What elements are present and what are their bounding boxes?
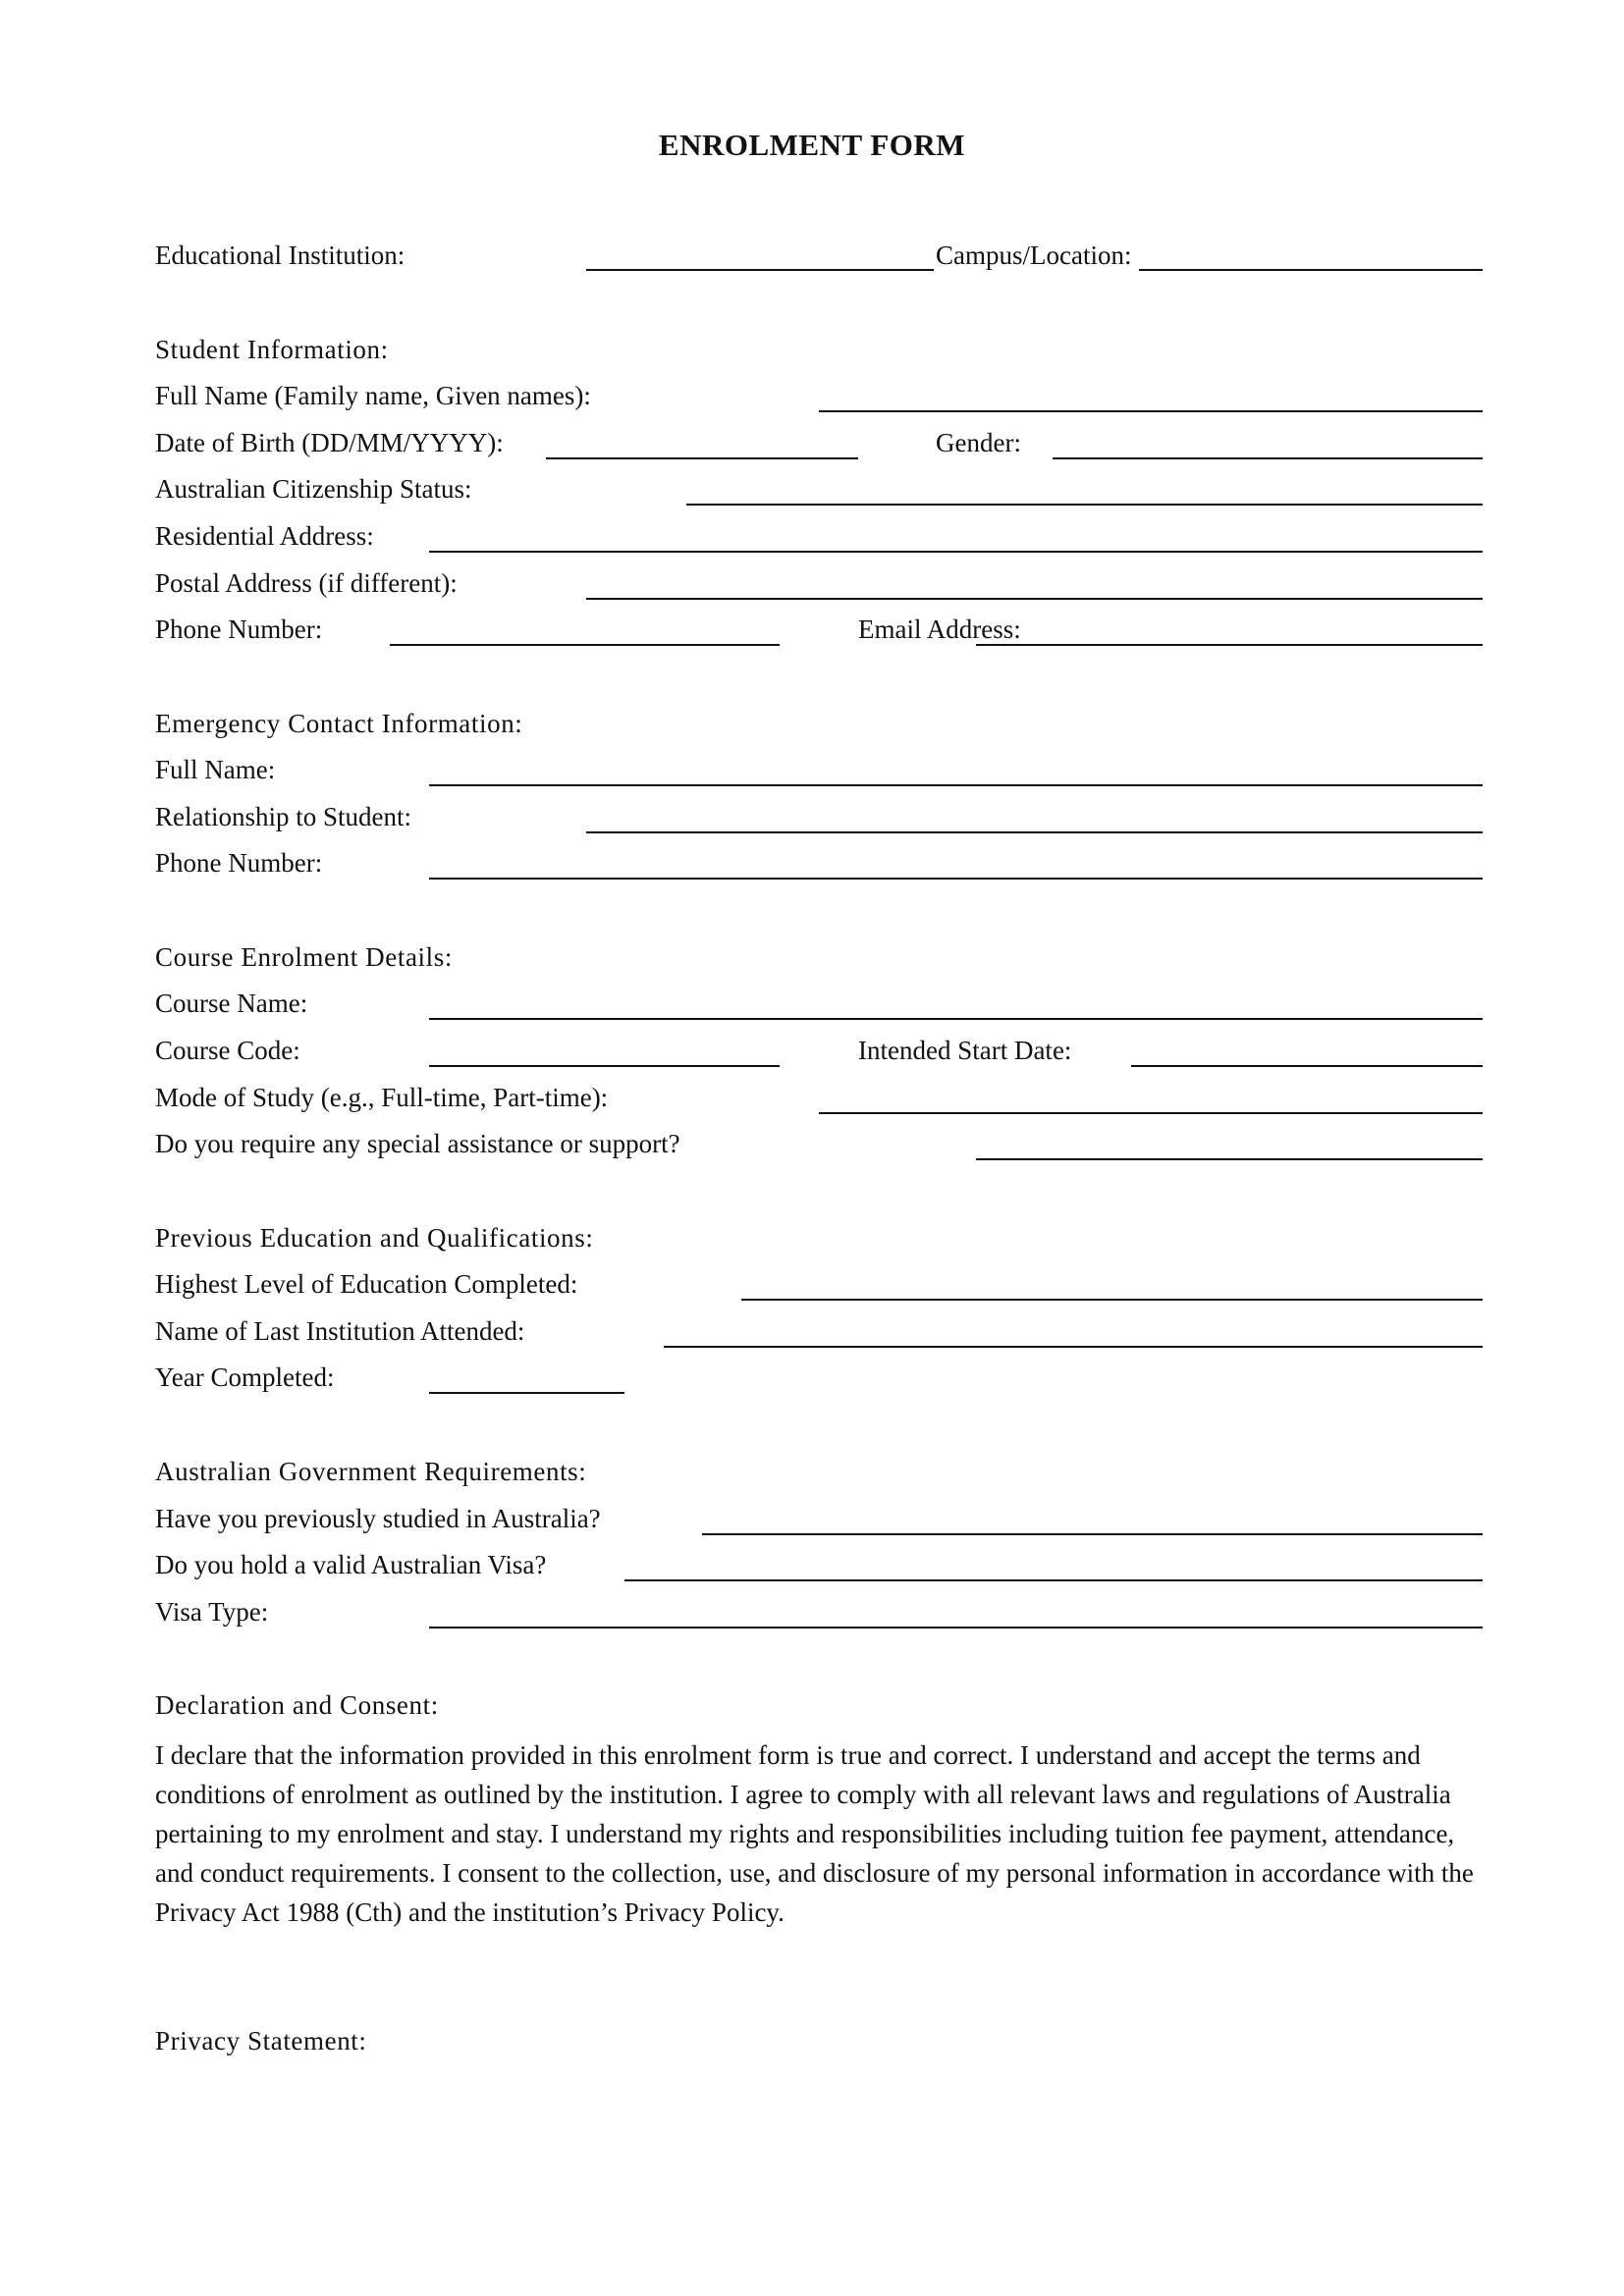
phone-number-field[interactable]	[390, 644, 780, 646]
residential-address-field[interactable]	[429, 551, 1483, 553]
declaration-text: I declare that the information provided in this enrolment form is true and correct. I understand and accept the terms and conditions of enrolment as outlined by the institution. I agree to comply with all relevant laws and regulations of Australia pertaining to my enrolment and stay. I understand my rights and responsibilities including tuition fee payment, attendance, and conduct requirements. I consent to the collection, use, and disclosure of my personal information in accordance with the Privacy Act 1988 (Cth) and the institution’s Privacy Policy.	[155, 1740, 1474, 1927]
full-name-label: Full Name (Family name, Given names):	[155, 381, 591, 410]
gender-field[interactable]	[1053, 457, 1483, 459]
highest-level-label: Highest Level of Education Completed:	[155, 1269, 578, 1299]
emergency-phone-field[interactable]	[429, 878, 1483, 880]
course-code-field[interactable]	[429, 1065, 780, 1067]
visa-type-field[interactable]	[429, 1627, 1483, 1629]
campus-location-field[interactable]	[1139, 269, 1483, 271]
educational-institution-label: Educational Institution:	[155, 240, 406, 270]
student-information-heading: Student Information:	[155, 335, 389, 364]
educational-institution-field[interactable]	[586, 269, 934, 271]
email-address-field[interactable]	[976, 644, 1483, 646]
highest-level-field[interactable]	[741, 1299, 1483, 1301]
year-completed-field[interactable]	[429, 1392, 624, 1394]
course-code-label: Course Code:	[155, 1036, 300, 1065]
studied-before-field[interactable]	[702, 1533, 1483, 1535]
relationship-field[interactable]	[586, 831, 1483, 833]
postal-address-field[interactable]	[586, 598, 1483, 600]
visa-valid-label: Do you hold a valid Australian Visa?	[155, 1550, 547, 1579]
campus-location-label: Campus/Location:	[936, 240, 1132, 270]
last-institution-field[interactable]	[664, 1346, 1483, 1348]
visa-valid-field[interactable]	[624, 1579, 1483, 1581]
special-assistance-field[interactable]	[976, 1158, 1483, 1160]
studied-before-label: Have you previously studied in Australia?	[155, 1504, 601, 1533]
course-enrolment-heading: Course Enrolment Details:	[155, 942, 453, 972]
mode-of-study-field[interactable]	[819, 1112, 1483, 1114]
emergency-full-name-label: Full Name:	[155, 755, 276, 784]
citizenship-field[interactable]	[686, 504, 1483, 506]
government-requirements-heading: Australian Government Requirements:	[155, 1457, 587, 1486]
full-name-field[interactable]	[819, 410, 1483, 412]
emergency-contact-heading: Emergency Contact Information:	[155, 709, 523, 738]
gender-label: Gender:	[936, 428, 1021, 457]
emergency-full-name-field[interactable]	[429, 784, 1483, 786]
previous-education-heading: Previous Education and Qualifications:	[155, 1223, 594, 1253]
declaration-heading: Declaration and Consent:	[155, 1690, 439, 1720]
intended-start-date-field[interactable]	[1131, 1065, 1483, 1067]
dob-field[interactable]	[546, 457, 858, 459]
phone-number-label: Phone Number:	[155, 614, 323, 644]
special-assistance-label: Do you require any special assistance or support?	[155, 1129, 680, 1158]
postal-address-label: Postal Address (if different):	[155, 568, 458, 598]
emergency-phone-label: Phone Number:	[155, 848, 323, 878]
year-completed-label: Year Completed:	[155, 1362, 335, 1392]
course-name-label: Course Name:	[155, 988, 308, 1018]
relationship-label: Relationship to Student:	[155, 802, 411, 831]
page-title: ENROLMENT FORM	[658, 128, 966, 162]
dob-label: Date of Birth (DD/MM/YYYY):	[155, 428, 504, 457]
citizenship-label: Australian Citizenship Status:	[155, 474, 472, 504]
email-address-label: Email Address:	[858, 614, 1021, 644]
mode-of-study-label: Mode of Study (e.g., Full-time, Part-time):	[155, 1083, 609, 1112]
privacy-statement-heading: Privacy Statement:	[155, 2026, 367, 2056]
visa-type-label: Visa Type:	[155, 1597, 269, 1627]
intended-start-date-label: Intended Start Date:	[858, 1036, 1072, 1065]
last-institution-label: Name of Last Institution Attended:	[155, 1316, 525, 1346]
course-name-field[interactable]	[429, 1018, 1483, 1020]
residential-address-label: Residential Address:	[155, 521, 374, 551]
